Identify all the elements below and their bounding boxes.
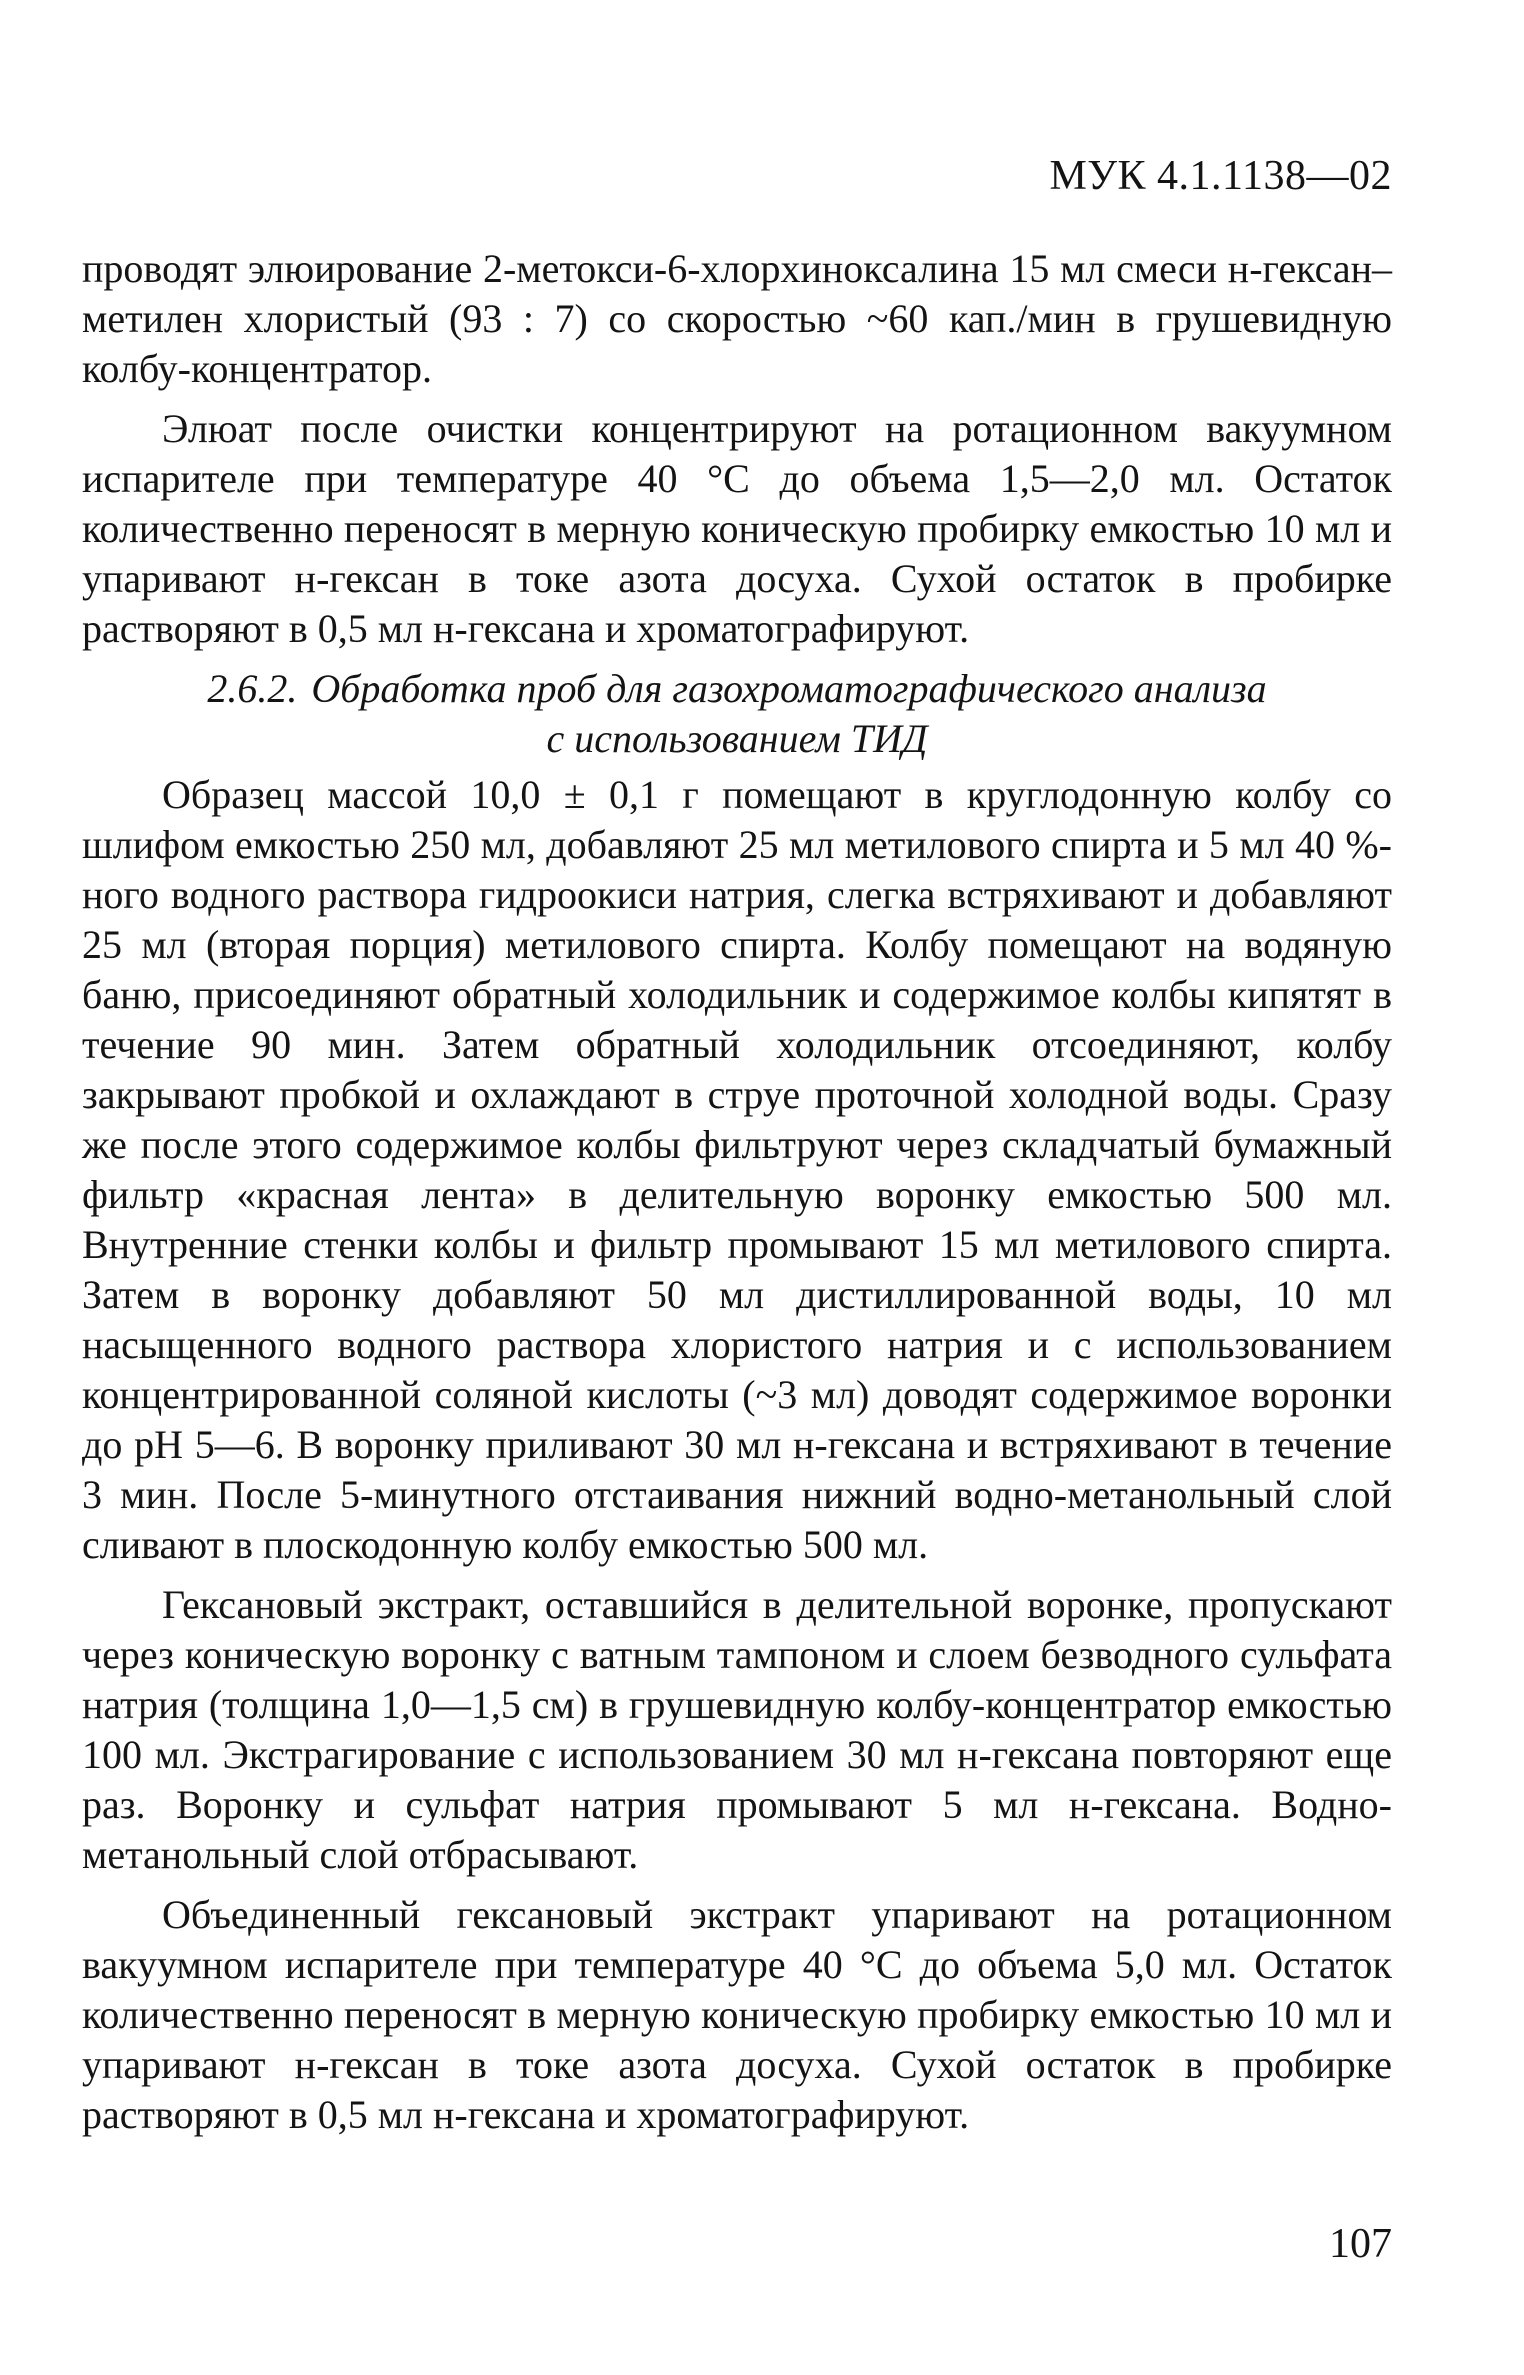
section-heading-line-2: с использованием ТИД (546, 716, 928, 761)
section-heading (82, 664, 1392, 764)
paragraph-sample: Образец массой 10,0 ± 0,1 г помещают в круглодонную колбу со шлифом емкостью 250 мл, добавляют 25 мл метилового спирта и 5 мл 40 %-ного водного раствора гидроокиси натрия, слегка встряхивают и добавляют 25 мл (вторая порция) метилового спирта. Колбу помещают на водяную баню, присоединяют обратный холодильник и содержимое колбы кипятят в течение 90 мин. Затем обратный холодильник отсоединяют, колбу закрывают пробкой и охлаждают в струе проточной холодной воды. Сразу же после этого содержимое колбы фильтруют через складчатый бумажный фильтр «красная лента» в делительную воронку емкостью 500 мл. Внутренние стенки колбы и фильтр промывают 15 мл метилового спирта. Затем в воронку добавляют 50 мл дистиллированной воды, 10 мл насыщенного водного раствора хлористого натрия и с использованием концентрированной соляной кислоты (~3 мл) доводят содержимое воронки до pH 5—6. В воронку приливают 30 мл н-гексана и встряхивают в течение 3 мин. После 5-минутного отстаивания нижний водно-метанольный слой сливают в плоскодонную колбу емкостью 500 мл. (82, 772, 1392, 1567)
document-code: МУК 4.1.1138—02 (1049, 153, 1392, 199)
paragraph-eluate: Элюат после очистки концентрируют на ротационном вакуумном испарителе при температуре 40 °С до объема 1,5—2,0 мл. Остаток количественно переносят в мерную коническую пробирку емкостью 10 мл и упаривают н-гексан в токе азота досуха. Сухой остаток в пробирке растворяют в 0,5 мл н-гексана и хроматографируют. (82, 406, 1392, 651)
section-heading-line-1 (82, 664, 1392, 714)
page-number: 107 (1329, 2221, 1392, 2267)
paragraph-hexane-extract: Гексановый экстракт, оставшийся в делительной воронке, пропускают через коническую воронку с ватным тампоном и слоем безводного сульфата натрия (толщина 1,0—1,5 см) в грушевидную колбу-концентратор емкостью 100 мл. Экстрагирование с использованием 30 мл н-гексана повторяют еще раз. Воронку и сульфат натрия промывают 5 мл н-гексана. Водно-метанольный слой отбрасывают. (82, 1582, 1392, 1877)
paragraph-continued: проводят элюирование 2-метокси-6-хлорхиноксалина 15 мл смеси н-гексан–метилен хлористый (93 : 7) со скоростью ~60 кап./мин в грушевидную колбу-концентратор. (82, 246, 1392, 391)
body-text (82, 244, 1392, 2140)
section-title: Обработка проб для газохроматографического анализа (311, 666, 1267, 711)
section-number: 2.6.2. (207, 666, 298, 711)
paragraph-combined-extract: Объединенный гексановый экстракт упаривают на ротационном вакуумном испарителе при температуре 40 °С до объема 5,0 мл. Остаток количественно переносят в мерную коническую пробирку емкостью 10 мл и упаривают н-гексан в токе азота досуха. Сухой остаток в пробирке растворяют в 0,5 мл н-гексана и хроматографируют. (82, 1892, 1392, 2137)
